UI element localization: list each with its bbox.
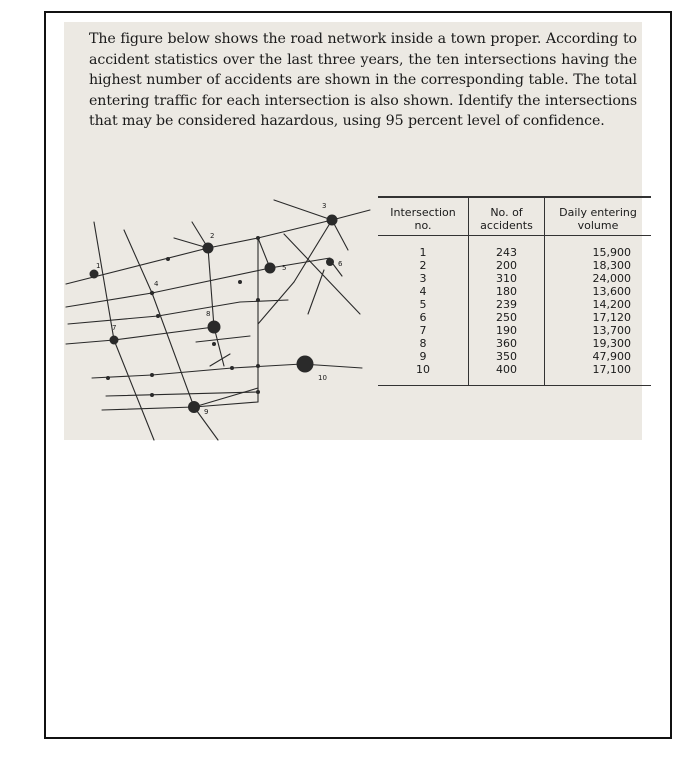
intersection-node xyxy=(327,215,338,226)
intersection-node xyxy=(150,291,154,295)
node-label: 10 xyxy=(318,374,327,382)
road xyxy=(258,282,294,324)
intersection-node xyxy=(110,336,119,345)
intersection-node xyxy=(326,258,334,266)
node-label: 3 xyxy=(322,202,327,210)
minor-node xyxy=(238,280,242,284)
column-header-accidents: No. of accidents xyxy=(469,197,545,236)
intersection-node xyxy=(297,356,314,373)
table-row: 8 360 19,300 xyxy=(419,337,631,350)
minor-node xyxy=(150,393,154,397)
node-label: 8 xyxy=(206,310,211,318)
road xyxy=(124,230,152,293)
road xyxy=(152,293,194,407)
road xyxy=(66,340,114,344)
column-header-volume: Daily entering volume xyxy=(545,197,652,236)
road xyxy=(102,407,194,410)
road xyxy=(92,375,152,378)
table-header-row xyxy=(378,197,651,236)
table-row: 3 310 24,000 xyxy=(419,272,631,285)
road xyxy=(332,210,370,220)
intersection-node xyxy=(188,401,200,413)
road xyxy=(208,238,258,248)
intersection-node xyxy=(265,263,276,274)
node-label: 2 xyxy=(210,232,215,240)
road xyxy=(270,258,330,268)
intersection-node xyxy=(203,243,214,254)
road xyxy=(68,316,158,324)
node-label: 4 xyxy=(154,280,159,288)
table-row: 2 200 18,300 xyxy=(419,259,631,272)
road xyxy=(158,302,240,316)
column-header-intersection: Intersection no. xyxy=(378,197,469,236)
table-row: 10 400 17,100 xyxy=(378,363,651,386)
intersection-node xyxy=(208,321,221,334)
intersection-node xyxy=(90,270,99,279)
road xyxy=(94,222,117,340)
problem-statement: The figure below shows the road network inside a town proper. According to accident statistics over the last three years, the ten intersections having the highest number of accidents are shown in the corresponding table. The total entering traffic for each intersection is also shown. Identify the intersections that may be considered hazardous, using 95 percent level of confidence. xyxy=(89,31,637,129)
minor-node xyxy=(150,373,154,377)
node-label: 5 xyxy=(282,264,287,272)
table-row: 4 180 13,600 xyxy=(419,285,631,298)
table-row: 7 190 13,700 xyxy=(419,324,631,337)
minor-node xyxy=(256,298,260,302)
minor-node xyxy=(106,376,110,380)
node-label: 9 xyxy=(204,408,209,416)
table-row: 5 239 14,200 xyxy=(419,298,631,311)
minor-node xyxy=(212,342,216,346)
minor-node xyxy=(156,314,160,318)
road xyxy=(196,336,250,342)
road xyxy=(66,248,208,284)
road xyxy=(258,220,332,238)
node-labels xyxy=(96,202,343,416)
node-label: 6 xyxy=(338,260,343,268)
road xyxy=(240,300,288,302)
node-label: 1 xyxy=(96,262,101,270)
table-row: 6 250 17,120 xyxy=(419,311,631,324)
road xyxy=(152,368,232,375)
road xyxy=(106,392,258,396)
accident-table xyxy=(378,196,651,386)
roads xyxy=(66,200,370,440)
minor-node xyxy=(230,366,234,370)
road xyxy=(210,354,230,366)
road-network-map xyxy=(62,196,374,444)
node-label: 7 xyxy=(112,324,117,332)
road xyxy=(114,327,214,340)
road xyxy=(308,270,324,314)
road xyxy=(114,340,154,440)
road xyxy=(232,364,302,368)
minor-node xyxy=(256,236,260,240)
minor-node xyxy=(166,257,170,261)
road xyxy=(66,293,152,307)
table-row: 9 350 47,900 xyxy=(419,350,631,363)
minor-node xyxy=(256,364,260,368)
minor-node xyxy=(256,390,260,394)
table-row: 1 243 15,900 xyxy=(378,236,651,260)
